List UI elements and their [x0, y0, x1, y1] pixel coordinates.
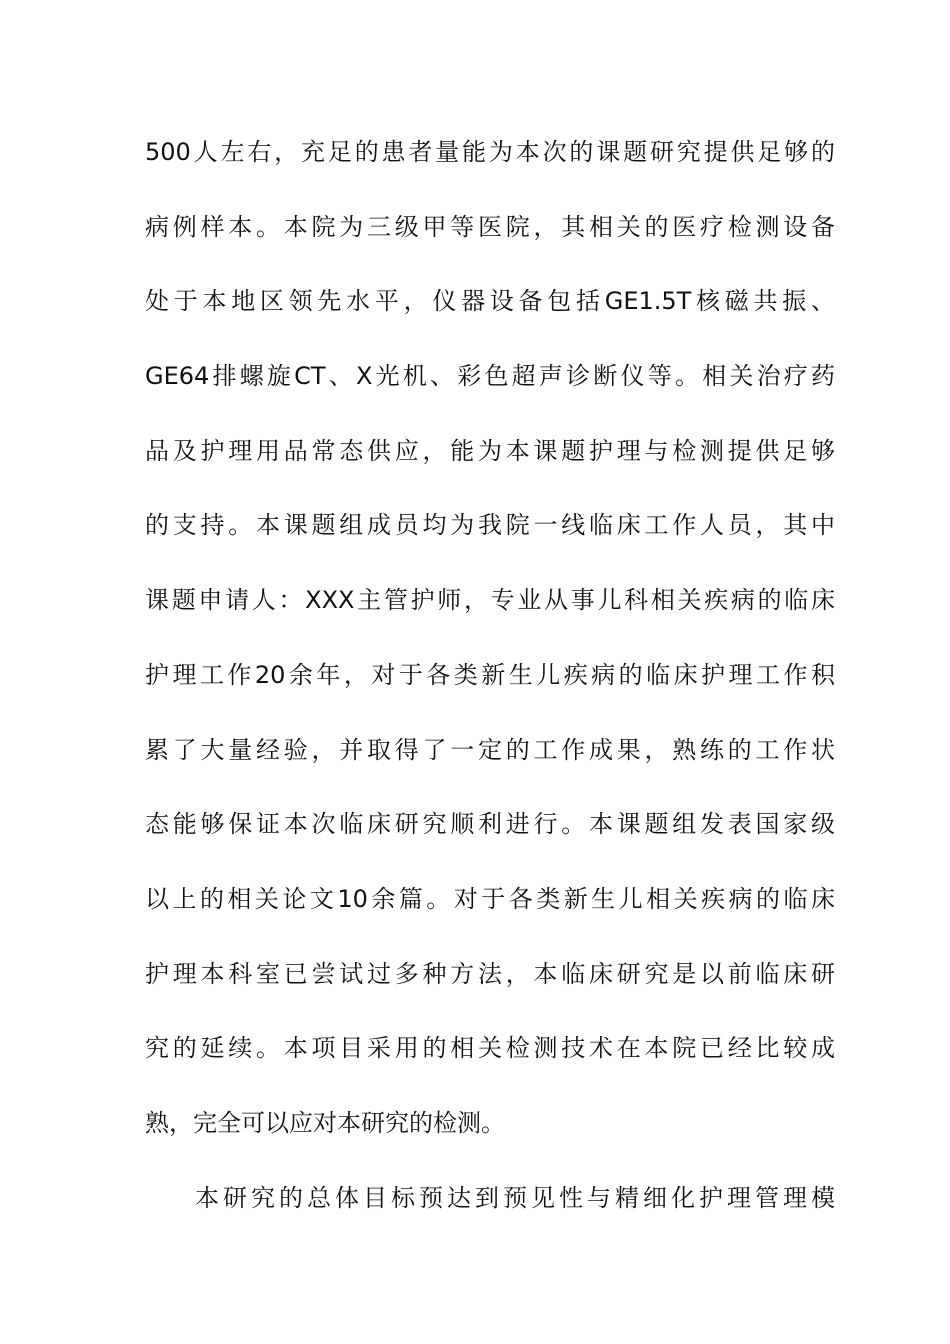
text-line: 处于本地区领先水平，仪器设备包括GE1.5T核磁共振、	[145, 287, 835, 316]
text-line: 的支持。本课题组成员均为我院一线临床工作人员，其中	[145, 511, 835, 540]
body-text	[145, 130, 835, 1250]
text-line: 累了大量经验，并取得了一定的工作成果，熟练的工作状	[145, 735, 835, 764]
text-line: 课题申请人：XXX主管护师，专业从事儿科相关疾病的临床	[145, 586, 835, 615]
text-line: 态能够保证本次临床研究顺利进行。本课题组发表国家级	[145, 810, 835, 839]
text-line: 500人左右，充足的患者量能为本次的课题研究提供足够的	[145, 138, 835, 166]
paragraph-first-line: 本研究的总体目标预达到预见性与精细化护理管理模	[195, 1183, 835, 1212]
text-line: 熟，完全可以应对本研究的检测。	[145, 1108, 505, 1137]
text-line: 究的延续。本项目采用的相关检测技术在本院已经比较成	[145, 1034, 835, 1063]
text-line: 护理工作20余年，对于各类新生儿疾病的临床护理工作积	[145, 660, 835, 689]
text-line: 护理本科室已尝试过多种方法，本临床研究是以前临床研	[145, 959, 835, 988]
text-line: 以上的相关论文10余篇。对于各类新生儿相关疾病的临床	[145, 884, 835, 913]
text-line: 病例样本。本院为三级甲等医院，其相关的医疗检测设备	[145, 212, 835, 241]
text-line: GE64排螺旋CT、X光机、彩色超声诊断仪等。相关治疗药	[145, 362, 835, 391]
text-line: 品及护理用品常态供应，能为本课题护理与检测提供足够	[145, 436, 835, 465]
